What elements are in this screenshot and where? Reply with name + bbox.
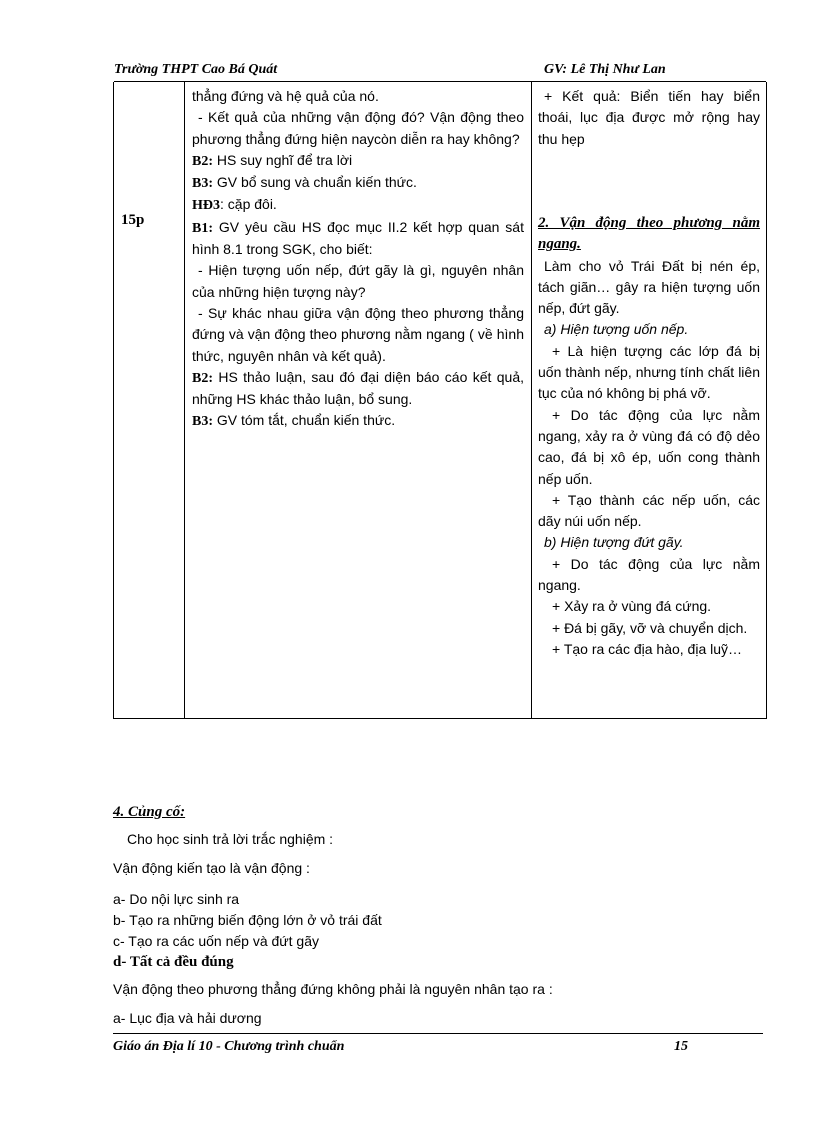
point-b-1: + Do tác động của lực nằm ngang. xyxy=(538,555,760,594)
point-a-3: + Tạo thành các nếp uốn, các dãy núi uốn nếp. xyxy=(538,491,760,530)
activity-step: B3: GV bổ sung và chuẩn kiến thức. xyxy=(192,174,417,192)
point-b-2: + Xảy ra ở vùng đá cứng. xyxy=(552,598,712,615)
step-text: HS suy nghĩ để tra lời xyxy=(216,151,353,168)
lesson-table xyxy=(113,82,767,719)
option-1-b: b- Tạo ra những biến động lớn ở vỏ trái đất xyxy=(113,912,382,928)
school-name: Trường THPT Cao Bá Quát xyxy=(114,62,278,77)
point-a-1: + Là hiện tượng các lớp đá bị uốn thành nếp, nhưng tính chất liên tục của nó không bị phá vỡ. xyxy=(538,342,760,402)
table-border-left xyxy=(113,82,114,719)
activity-step: B3: GV tóm tắt, chuẩn kiến thức. xyxy=(192,412,396,430)
step-text: GV bổ sung và chuẩn kiến thức. xyxy=(216,174,417,191)
activities-column xyxy=(192,86,524,433)
page-header xyxy=(114,61,766,82)
activity-question: - Kết quả của những vận động đó? Vận động theo phương thẳng đứng hiện naycòn diễn ra hay không? xyxy=(192,109,524,147)
table-divider-1 xyxy=(184,82,185,719)
instruction: Cho học sinh trả lời trắc nghiệm : xyxy=(127,831,334,847)
point-b-3: + Đá bị gãy, vỡ và chuyển dịch. xyxy=(552,619,748,636)
page-footer xyxy=(113,1033,763,1056)
activity-heading: HĐ3: cặp đôi. xyxy=(192,196,277,214)
activity-step: B1: GV yêu cầu HS đọc mục II.2 kết hợp quan sát hình 8.1 trong SGK, cho biết: xyxy=(192,218,524,258)
time-cell: 15p xyxy=(121,212,145,228)
table-border-right xyxy=(766,82,767,719)
question-1: Vận động kiến tạo là vận động : xyxy=(113,860,310,876)
subsection-a-title: a) Hiện tượng uốn nếp. xyxy=(544,321,689,338)
section-2-title: 2. Vận động theo phương nằm ngang. xyxy=(538,215,760,253)
section-intro: Làm cho vỏ Trái Đất bị nén ép, tách giãn… gây ra hiện tượng uốn nếp, đứt gãy. xyxy=(538,257,760,317)
table-border-bottom xyxy=(113,718,767,719)
activity-step: B2: HS thảo luận, sau đó đại diện báo cáo kết quả, những HS khác thảo luận, bổ sung. xyxy=(192,368,524,408)
subsection-b-title: b) Hiện tượng đứt gãy. xyxy=(544,534,684,551)
question-2: Vận động theo phương thẳng đứng không phải là nguyên nhân tạo ra : xyxy=(113,981,553,997)
activity-question: - Hiện tượng uốn nếp, đứt gãy là gì, nguyên nhân của những hiện tượng này? xyxy=(192,262,524,300)
footer-title: Giáo án Địa lí 10 - Chương trình chuẩn xyxy=(113,1039,345,1054)
page-number: 15 xyxy=(674,1039,688,1054)
option-1-d: d- Tất cả đều đúng xyxy=(113,954,234,970)
teacher-name: GV: Lê Thị Như Lan xyxy=(544,62,666,77)
activity-step: B2: HS suy nghĩ để tra lời xyxy=(192,151,353,169)
point-b-4: + Tạo ra các địa hào, địa luỹ… xyxy=(552,640,743,657)
option-1-c: c- Tạo ra các uốn nếp và đứt gãy xyxy=(113,933,320,949)
option-1-a: a- Do nội lực sinh ra xyxy=(113,891,240,907)
activity-question: - Sự khác nhau giữa vận động theo phương thẳng đứng và vận động theo phương nằm ngang ( về hình thức, nguyên nhân và kết quả). xyxy=(192,304,524,364)
activity-line: thẳng đứng và hệ quả của nó. xyxy=(192,88,379,104)
option-2-a: a- Lục địa và hải dương xyxy=(113,1010,262,1026)
content-column xyxy=(538,86,760,660)
section-4-title: 4. Củng cố: xyxy=(113,804,186,820)
table-divider-2 xyxy=(531,82,532,719)
point-a-2: + Do tác động của lực nằm ngang, xảy ra ở vùng đá có độ dẻo cao, đá bị xô ép, uốn cong thành nếp uốn. xyxy=(538,406,760,487)
result-text: + Kết quả: Biển tiến hay biển thoái, lục địa được mở rộng hay thu hẹp xyxy=(538,88,760,147)
